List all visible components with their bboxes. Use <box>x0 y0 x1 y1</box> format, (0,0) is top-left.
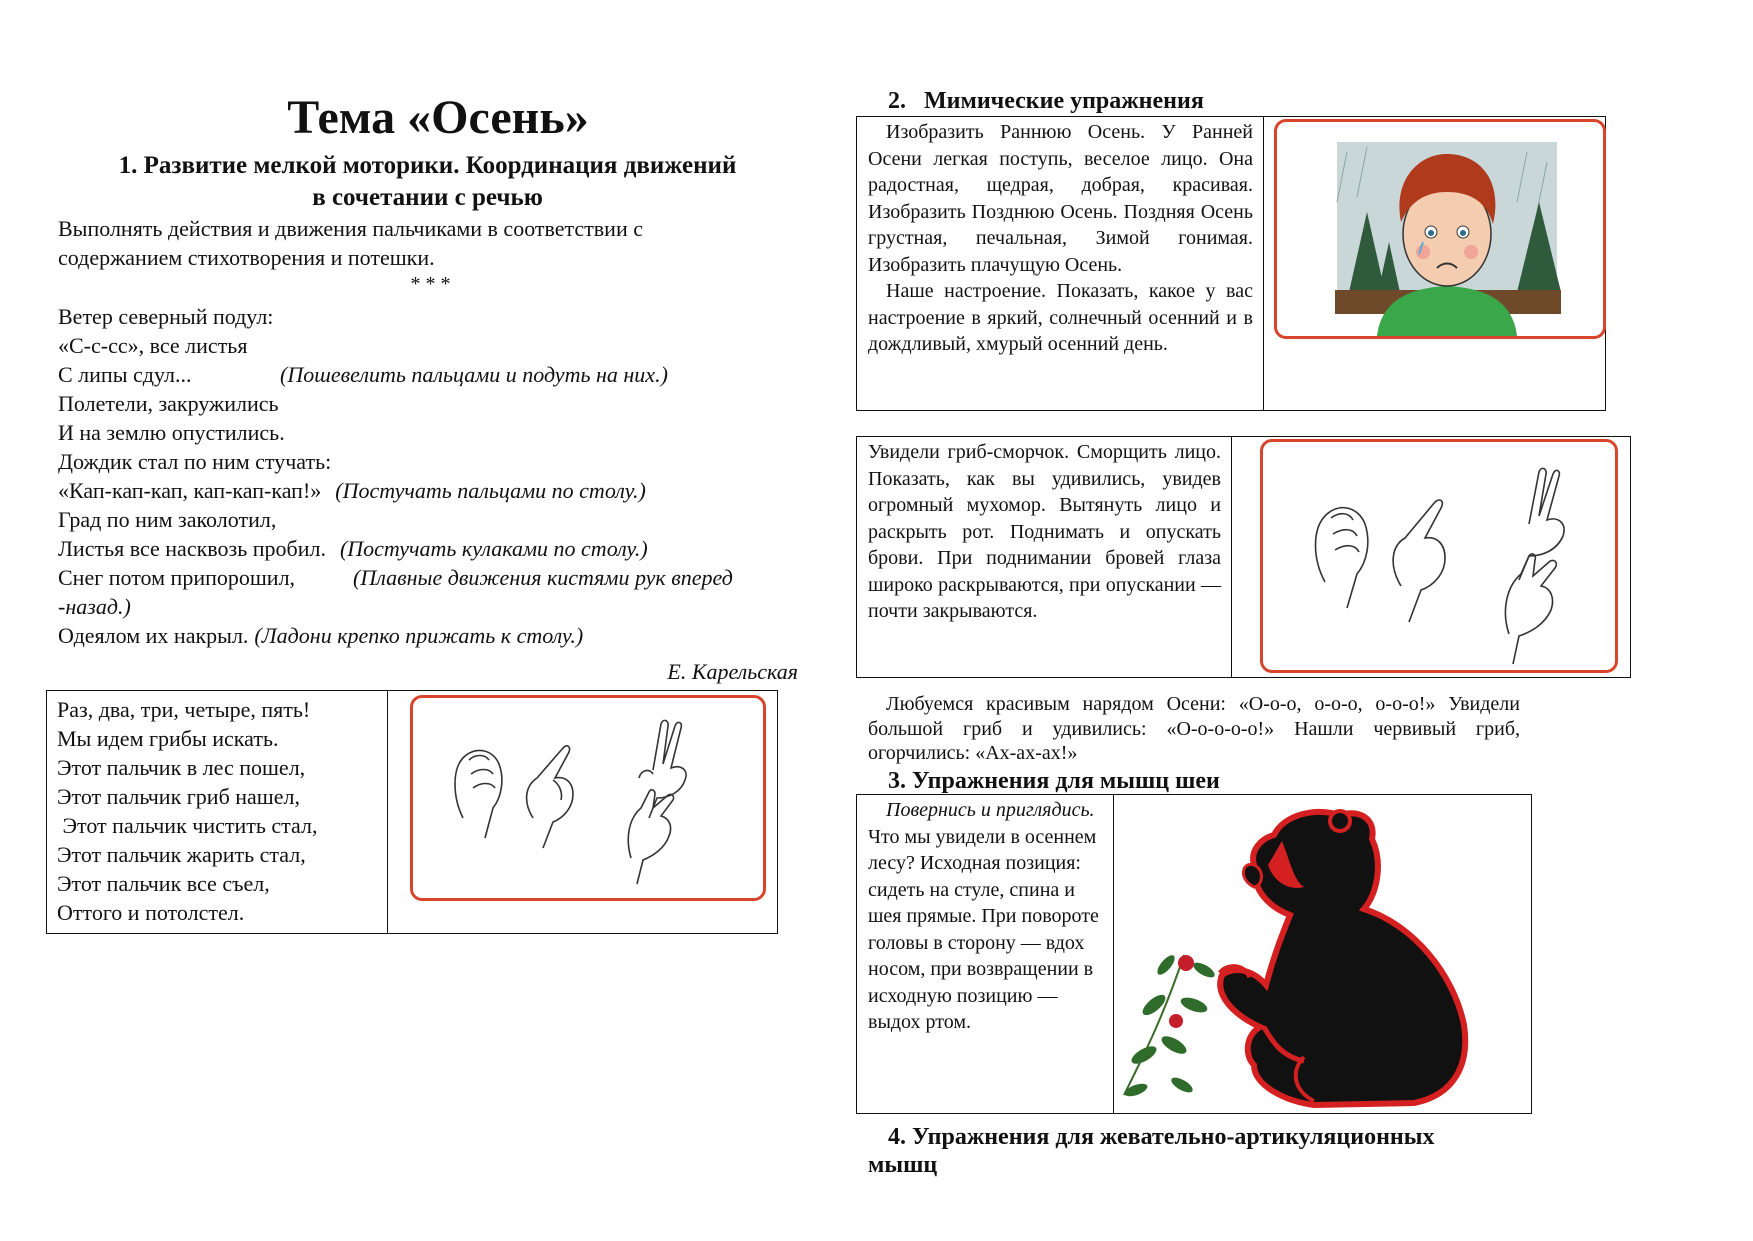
section1-title-line2: в сочетании с речью <box>312 184 543 211</box>
poem-note: (Постучать кулаками по столу.) <box>339 536 648 561</box>
poem-note: (Пошевелить пальцами и подуть на них.) <box>280 362 668 387</box>
mimic-paragraph-1: Изобразить Раннюю Осень. У Ранней Осени легкая поступь, веселое лицо. Она радостная, щедрая, добрая, красивая. Изобразить Позднюю Осень. Поздняя Осень грустная, печальная, Зимой гонимая. Изобразить плачущую Осень. <box>868 121 1253 276</box>
poem-note: (Плавные движения кистями рук вперед <box>353 565 733 590</box>
berry-branch-icon <box>1123 953 1217 1099</box>
section4-title-line1: 4. Упражнения для жевательно-артикуляционных <box>888 1124 1435 1150</box>
poem-line: «С-с-сс», все листья <box>58 333 248 358</box>
section1-title-line1: 1. Развитие мелкой моторики. Координация движений <box>118 152 737 179</box>
poem <box>58 302 808 650</box>
admire-text: Любуемся красивым нарядом Осени: «О-о-о, о-о-о, о-о-о!» Увидели большой гриб и удивились: «О-о-о-о-о!» Нашли червивый гриб, огорчились: «Ах-ах-ах!» <box>868 693 1520 764</box>
poem-line: Полетели, закружились <box>58 391 279 416</box>
crying-boy-icon <box>1277 122 1603 336</box>
section4-title <box>888 1122 1434 1152</box>
intro-line1: Выполнять действия и движения пальчиками в соответствии с <box>58 216 643 241</box>
hands-image-cell <box>388 691 778 934</box>
rhyme-line: Этот пальчик жарить стал, <box>57 842 306 867</box>
counting-rhyme-table <box>46 690 778 934</box>
rhyme-line: Раз, два, три, четыре, пять! <box>57 697 311 722</box>
counting-rhyme <box>47 691 387 927</box>
neck-text-cell <box>857 795 1114 1114</box>
rhyme-line: Этот пальчик чистить стал, <box>57 813 318 838</box>
hands2-image-cell <box>1232 437 1631 678</box>
hands-illustration-2 <box>1260 439 1618 673</box>
neck-italic: Повернись и приглядись. <box>886 799 1095 821</box>
poem-line: Ветер северный подул: <box>58 304 274 329</box>
rhyme-line: Этот пальчик гриб нашел, <box>57 784 300 809</box>
bear-image-cell <box>1114 795 1532 1114</box>
mimic-text-cell <box>857 117 1264 411</box>
poem-note: (Ладони крепко прижать к столу.) <box>254 623 584 648</box>
poem-line: Град по ним заколотил, <box>58 507 277 532</box>
mimic-table <box>856 116 1606 411</box>
mushroom-text-cell <box>857 437 1232 678</box>
boy-image-cell <box>1264 117 1606 411</box>
hands-illustration <box>410 695 766 901</box>
rhyme-line: Этот пальчик все съел, <box>57 871 270 896</box>
intro-line2: содержанием стихотворения и потешки. <box>58 245 435 270</box>
neck-body: Что мы увидели в осеннем лесу? Исходная позиция: сидеть на стуле, спина и шея прямые. При повороте головы в сторону — вдох носом, при возвращении в исходную позицию — выдох ртом. <box>868 825 1099 1033</box>
admire-paragraph <box>868 692 1520 766</box>
stars-divider: * * * <box>410 273 451 295</box>
poem-line: С липы сдул... (Пошевелить пальцами и подуть на них.) <box>58 362 668 387</box>
section2-title: 2. Мимические упражнения <box>888 88 1204 114</box>
neck-text <box>857 795 1113 1036</box>
section3-title: 3. Упражнения для мышц шеи <box>888 768 1220 794</box>
page-title: Тема «Осень» <box>287 91 589 144</box>
bear-illustration <box>1114 795 1524 1113</box>
poem-line: Одеялом их накрыл. (Ладони крепко прижать к столу.) <box>58 623 584 648</box>
poem-line: Листья все насквозь пробил. (Постучать кулаками по столу.) <box>58 536 648 561</box>
sad-boy-illustration <box>1274 119 1606 339</box>
poem-note: (Постучать пальцами по столу.) <box>335 478 646 503</box>
mimic-paragraph-2: Наше настроение. Показать, какое у вас настроение в яркий, солнечный осенний и в дождливый, хмурый осенний день. <box>868 280 1253 355</box>
section1-intro <box>58 214 748 272</box>
poem-line <box>58 592 808 621</box>
poem-note: -назад.) <box>58 594 131 619</box>
section1-title <box>55 150 800 214</box>
poem-line: Снег потом припорошил, (Плавные движения кистями рук вперед <box>58 565 733 590</box>
hand-gestures-icon <box>1263 442 1615 670</box>
rhyme-line: Оттого и потолстел. <box>57 900 245 925</box>
mushroom-table <box>856 436 1631 678</box>
rhyme-line: Этот пальчик в лес пошел, <box>57 755 306 780</box>
bear-icon <box>1220 811 1465 1105</box>
mimic-text <box>857 117 1263 358</box>
counting-rhyme-cell <box>47 691 388 934</box>
rhyme-line: Мы идем грибы искать. <box>57 726 279 751</box>
hand-gestures-icon <box>413 698 763 898</box>
section4-title-line2: мышц <box>868 1152 938 1178</box>
poem-author: Е. Карельская <box>667 659 798 684</box>
poem-line: «Кап-кап-кап, кап-кап-кап!» (Постучать пальцами по столу.) <box>58 478 646 503</box>
neck-table <box>856 794 1532 1114</box>
poem-line: И на землю опустились. <box>58 420 285 445</box>
mushroom-text: Увидели гриб-сморчок. Сморщить лицо. Показать, как вы удивились, увидев огромный мухомор. Вытянуть лицо и раскрыть рот. Поднимать и опускать брови. При поднимании бровей глаза широко раскрываются, при опускании — почти закрываются. <box>868 441 1221 622</box>
poem-line: Дождик стал по ним стучать: <box>58 449 332 474</box>
